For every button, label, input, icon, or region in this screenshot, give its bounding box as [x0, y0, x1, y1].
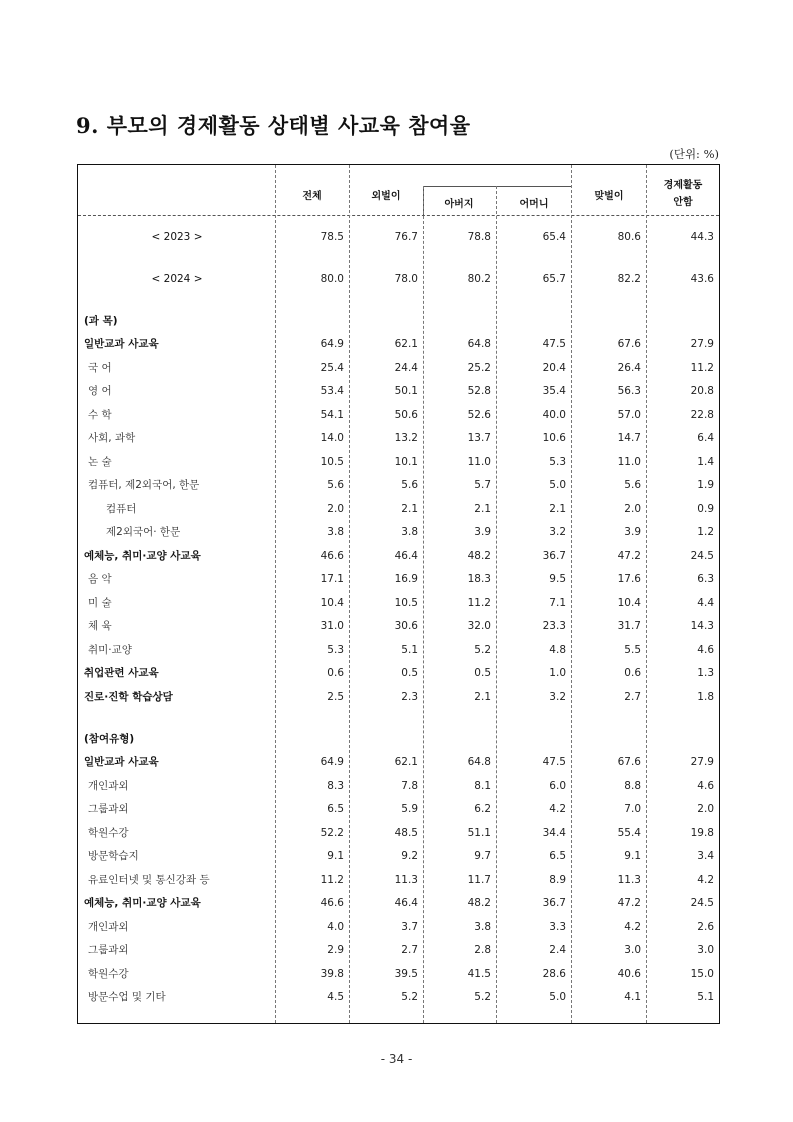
- row-value: 13.2: [394, 432, 418, 444]
- row-value: 43.6: [690, 273, 714, 285]
- row-label: (과 목): [84, 315, 118, 327]
- row-value: 36.7: [542, 550, 566, 562]
- row-value: 25.4: [320, 362, 344, 374]
- row-value: 1.0: [549, 667, 566, 679]
- row-value: 47.5: [542, 756, 566, 768]
- row-value: 62.1: [394, 338, 418, 350]
- row-value: 5.6: [401, 479, 418, 491]
- row-value: 6.2: [474, 803, 491, 815]
- row-value: 31.7: [617, 620, 641, 632]
- row-value: 64.9: [320, 338, 344, 350]
- row-value: 1.2: [697, 526, 714, 538]
- table-row: [78, 616, 719, 636]
- row-value: 5.3: [327, 644, 344, 656]
- row-value: 5.1: [697, 991, 714, 1003]
- table-row: [78, 593, 719, 613]
- row-value: 17.6: [617, 573, 641, 585]
- row-value: 2.0: [697, 803, 714, 815]
- row-value: 4.5: [327, 991, 344, 1003]
- row-label: 논 술: [88, 456, 112, 468]
- row-value: 9.1: [327, 850, 344, 862]
- row-value: 55.4: [617, 827, 641, 839]
- row-value: 6.0: [549, 780, 566, 792]
- row-value: 3.2: [549, 691, 566, 703]
- row-label: 개인과외: [88, 780, 129, 792]
- row-value: 14.3: [690, 620, 714, 632]
- table-row: [78, 569, 719, 589]
- row-value: 2.1: [474, 691, 491, 703]
- row-label: 일반교과 사교육: [84, 338, 159, 350]
- row-label: 취미·교양: [88, 644, 132, 656]
- table-row: [78, 334, 719, 354]
- row-label: 영 어: [88, 385, 112, 397]
- table-row: [78, 381, 719, 401]
- row-label: 방문학습지: [88, 850, 139, 862]
- row-label: 미 술: [88, 597, 112, 609]
- row-value: 2.1: [401, 503, 418, 515]
- row-value: 47.2: [617, 550, 641, 562]
- row-value: 17.1: [320, 573, 344, 585]
- row-value: 14.0: [320, 432, 344, 444]
- table-row: [78, 987, 719, 1007]
- header-father: 아버지: [444, 199, 474, 210]
- row-value: 2.1: [474, 503, 491, 515]
- table-row: [78, 269, 719, 289]
- row-value: 4.2: [549, 803, 566, 815]
- row-value: 9.2: [401, 850, 418, 862]
- row-value: 11.0: [617, 456, 641, 468]
- row-value: 7.8: [401, 780, 418, 792]
- row-value: 78.5: [320, 231, 344, 243]
- row-value: 4.1: [624, 991, 641, 1003]
- row-value: 4.4: [697, 597, 714, 609]
- row-value: 24.5: [690, 550, 714, 562]
- row-value: 8.8: [624, 780, 641, 792]
- table-row: [78, 499, 719, 519]
- row-value: 8.3: [327, 780, 344, 792]
- row-value: 44.3: [690, 231, 714, 243]
- row-value: 64.9: [320, 756, 344, 768]
- row-value: 39.5: [394, 968, 418, 980]
- row-label: 취업관련 사교육: [84, 667, 159, 679]
- row-value: 0.5: [401, 667, 418, 679]
- table-row: [78, 452, 719, 472]
- row-value: 18.3: [467, 573, 491, 585]
- row-value: 53.4: [320, 385, 344, 397]
- row-label: 예체능, 취미·교양 사교육: [84, 550, 201, 562]
- row-value: 51.1: [467, 827, 491, 839]
- row-value: 46.6: [320, 550, 344, 562]
- row-label: 음 악: [88, 573, 112, 585]
- table-row: [78, 640, 719, 660]
- row-value: 2.1: [549, 503, 566, 515]
- row-value: 2.7: [401, 944, 418, 956]
- row-value: 1.8: [697, 691, 714, 703]
- row-label: 유료인터넷 및 통신강좌 등: [88, 874, 210, 886]
- row-value: 6.4: [697, 432, 714, 444]
- row-label: 학원수강: [88, 827, 129, 839]
- row-value: 10.5: [394, 597, 418, 609]
- row-value: 3.8: [474, 921, 491, 933]
- row-value: 3.7: [401, 921, 418, 933]
- row-value: 80.6: [617, 231, 641, 243]
- table-row: [78, 546, 719, 566]
- row-value: 4.6: [697, 780, 714, 792]
- row-value: 2.4: [549, 944, 566, 956]
- row-value: 11.7: [467, 874, 491, 886]
- row-value: 5.2: [474, 991, 491, 1003]
- row-value: 31.0: [320, 620, 344, 632]
- row-value: 5.3: [549, 456, 566, 468]
- row-value: 3.0: [624, 944, 641, 956]
- row-value: 5.1: [401, 644, 418, 656]
- row-value: 2.6: [697, 921, 714, 933]
- row-value: 56.3: [617, 385, 641, 397]
- row-value: 48.2: [467, 897, 491, 909]
- row-value: 11.2: [320, 874, 344, 886]
- row-value: 47.2: [617, 897, 641, 909]
- header-mother: 어머니: [519, 199, 549, 210]
- row-value: 78.0: [394, 273, 418, 285]
- header-dual-income: 외벌이: [371, 191, 401, 202]
- row-value: 7.1: [549, 597, 566, 609]
- table-row: [78, 687, 719, 707]
- row-value: 15.0: [690, 968, 714, 980]
- table-row: [78, 663, 719, 683]
- row-value: 39.8: [320, 968, 344, 980]
- table-row: [78, 893, 719, 913]
- row-value: 47.5: [542, 338, 566, 350]
- row-value: 5.9: [401, 803, 418, 815]
- table-row: [78, 940, 719, 960]
- row-value: 65.4: [542, 231, 566, 243]
- row-value: 23.3: [542, 620, 566, 632]
- row-value: 5.6: [624, 479, 641, 491]
- row-value: 2.0: [624, 503, 641, 515]
- row-value: 22.8: [690, 409, 714, 421]
- row-value: 80.2: [467, 273, 491, 285]
- header-subgroup-line: [423, 186, 571, 187]
- row-value: 64.8: [467, 756, 491, 768]
- table-row: [78, 964, 719, 984]
- row-value: 2.8: [474, 944, 491, 956]
- row-value: 25.2: [467, 362, 491, 374]
- row-label: 수 학: [88, 409, 112, 421]
- header-divider: [78, 215, 719, 216]
- row-label: 개인과외: [88, 921, 129, 933]
- row-label: 컴퓨터, 제2외국어, 한문: [88, 479, 200, 491]
- row-value: 10.1: [394, 456, 418, 468]
- row-value: 78.8: [467, 231, 491, 243]
- row-value: 3.4: [697, 850, 714, 862]
- row-value: 28.6: [542, 968, 566, 980]
- row-value: 36.7: [542, 897, 566, 909]
- row-value: 48.5: [394, 827, 418, 839]
- row-value: 5.5: [624, 644, 641, 656]
- row-value: 26.4: [617, 362, 641, 374]
- row-value: 20.4: [542, 362, 566, 374]
- table-row: [78, 311, 719, 331]
- row-value: 40.6: [617, 968, 641, 980]
- header-not-active-line1: 경제활동: [663, 180, 703, 191]
- row-value: 2.9: [327, 944, 344, 956]
- table-row: [78, 870, 719, 890]
- row-value: 27.9: [690, 756, 714, 768]
- row-value: 65.7: [542, 273, 566, 285]
- row-label: (참여유형): [84, 733, 135, 745]
- data-table: [77, 164, 720, 1024]
- row-value: 10.6: [542, 432, 566, 444]
- row-value: 64.8: [467, 338, 491, 350]
- row-value: 0.5: [474, 667, 491, 679]
- row-label: 학원수강: [88, 968, 129, 980]
- page-number: - 34 -: [380, 1052, 413, 1066]
- row-value: 0.6: [327, 667, 344, 679]
- row-label: 체 육: [88, 620, 112, 632]
- row-value: 8.1: [474, 780, 491, 792]
- table-row: [78, 358, 719, 378]
- row-value: 13.7: [467, 432, 491, 444]
- row-value: 2.3: [401, 691, 418, 703]
- row-value: 3.9: [624, 526, 641, 538]
- row-value: 9.7: [474, 850, 491, 862]
- row-value: 62.1: [394, 756, 418, 768]
- row-label: 컴퓨터: [106, 503, 137, 515]
- row-value: 27.9: [690, 338, 714, 350]
- table-row: [78, 846, 719, 866]
- row-value: 2.7: [624, 691, 641, 703]
- row-value: 32.0: [467, 620, 491, 632]
- table-row: [78, 776, 719, 796]
- row-value: 2.5: [327, 691, 344, 703]
- row-value: 3.8: [401, 526, 418, 538]
- row-value: 52.6: [467, 409, 491, 421]
- row-value: 80.0: [320, 273, 344, 285]
- row-value: 4.6: [697, 644, 714, 656]
- row-label: < 2024 >: [151, 273, 203, 285]
- row-value: 10.5: [320, 456, 344, 468]
- row-value: 11.0: [467, 456, 491, 468]
- row-value: 5.2: [474, 644, 491, 656]
- row-value: 5.7: [474, 479, 491, 491]
- row-value: 41.5: [467, 968, 491, 980]
- row-value: 3.2: [549, 526, 566, 538]
- row-value: 2.0: [327, 503, 344, 515]
- row-value: 3.8: [327, 526, 344, 538]
- row-value: 24.5: [690, 897, 714, 909]
- row-value: 3.0: [697, 944, 714, 956]
- row-value: 20.8: [690, 385, 714, 397]
- row-value: 50.1: [394, 385, 418, 397]
- unit-label: (단위: %): [669, 147, 719, 161]
- row-value: 5.0: [549, 479, 566, 491]
- row-value: 11.2: [690, 362, 714, 374]
- row-label: 그룹과외: [88, 803, 129, 815]
- row-value: 5.6: [327, 479, 344, 491]
- table-row: [78, 428, 719, 448]
- row-value: 76.7: [394, 231, 418, 243]
- row-value: 10.4: [320, 597, 344, 609]
- row-value: 82.2: [617, 273, 641, 285]
- row-label: < 2023 >: [151, 231, 203, 243]
- table-row: [78, 917, 719, 937]
- row-value: 9.1: [624, 850, 641, 862]
- row-label: 일반교과 사교육: [84, 756, 159, 768]
- header-not-active: [647, 177, 719, 211]
- row-value: 46.6: [320, 897, 344, 909]
- table-row: [78, 522, 719, 542]
- row-value: 67.6: [617, 338, 641, 350]
- row-value: 0.6: [624, 667, 641, 679]
- row-value: 6.5: [327, 803, 344, 815]
- table-row: [78, 752, 719, 772]
- row-value: 19.8: [690, 827, 714, 839]
- row-value: 0.9: [697, 503, 714, 515]
- row-value: 24.4: [394, 362, 418, 374]
- row-value: 11.3: [394, 874, 418, 886]
- row-value: 4.2: [624, 921, 641, 933]
- row-value: 1.4: [697, 456, 714, 468]
- row-value: 9.5: [549, 573, 566, 585]
- row-value: 10.4: [617, 597, 641, 609]
- header-not-active-line2: 안함: [673, 197, 693, 208]
- row-label: 예체능, 취미·교양 사교육: [84, 897, 201, 909]
- row-value: 48.2: [467, 550, 491, 562]
- row-value: 40.0: [542, 409, 566, 421]
- row-value: 4.8: [549, 644, 566, 656]
- table-row: [78, 729, 719, 749]
- row-value: 54.1: [320, 409, 344, 421]
- row-value: 5.2: [401, 991, 418, 1003]
- row-label: 사회, 과학: [88, 432, 136, 444]
- row-value: 6.3: [697, 573, 714, 585]
- row-value: 4.2: [697, 874, 714, 886]
- row-label: 그룹과외: [88, 944, 129, 956]
- row-value: 7.0: [624, 803, 641, 815]
- row-label: 제2외국어· 한문: [106, 526, 181, 538]
- table-row: [78, 823, 719, 843]
- row-value: 34.4: [542, 827, 566, 839]
- table-row: [78, 227, 719, 247]
- header-total: 전체: [302, 191, 322, 202]
- row-value: 50.6: [394, 409, 418, 421]
- row-value: 3.9: [474, 526, 491, 538]
- page-title: 9. 부모의 경제활동 상태별 사교육 참여율: [76, 113, 471, 138]
- table-row: [78, 799, 719, 819]
- row-label: 국 어: [88, 362, 112, 374]
- table-row: [78, 475, 719, 495]
- row-value: 46.4: [394, 897, 418, 909]
- header-both-working: 맞벌이: [594, 191, 624, 202]
- row-value: 11.3: [617, 874, 641, 886]
- row-value: 16.9: [394, 573, 418, 585]
- row-value: 4.0: [327, 921, 344, 933]
- row-value: 30.6: [394, 620, 418, 632]
- row-value: 46.4: [394, 550, 418, 562]
- row-label: 방문수업 및 기타: [88, 991, 166, 1003]
- row-value: 6.5: [549, 850, 566, 862]
- row-value: 5.0: [549, 991, 566, 1003]
- row-value: 52.2: [320, 827, 344, 839]
- row-value: 35.4: [542, 385, 566, 397]
- row-value: 57.0: [617, 409, 641, 421]
- row-value: 52.8: [467, 385, 491, 397]
- row-value: 14.7: [617, 432, 641, 444]
- row-label: 진로·진학 학습상담: [84, 691, 173, 703]
- table-row: [78, 405, 719, 425]
- row-value: 11.2: [467, 597, 491, 609]
- row-value: 1.9: [697, 479, 714, 491]
- row-value: 67.6: [617, 756, 641, 768]
- row-value: 8.9: [549, 874, 566, 886]
- row-value: 1.3: [697, 667, 714, 679]
- row-value: 3.3: [549, 921, 566, 933]
